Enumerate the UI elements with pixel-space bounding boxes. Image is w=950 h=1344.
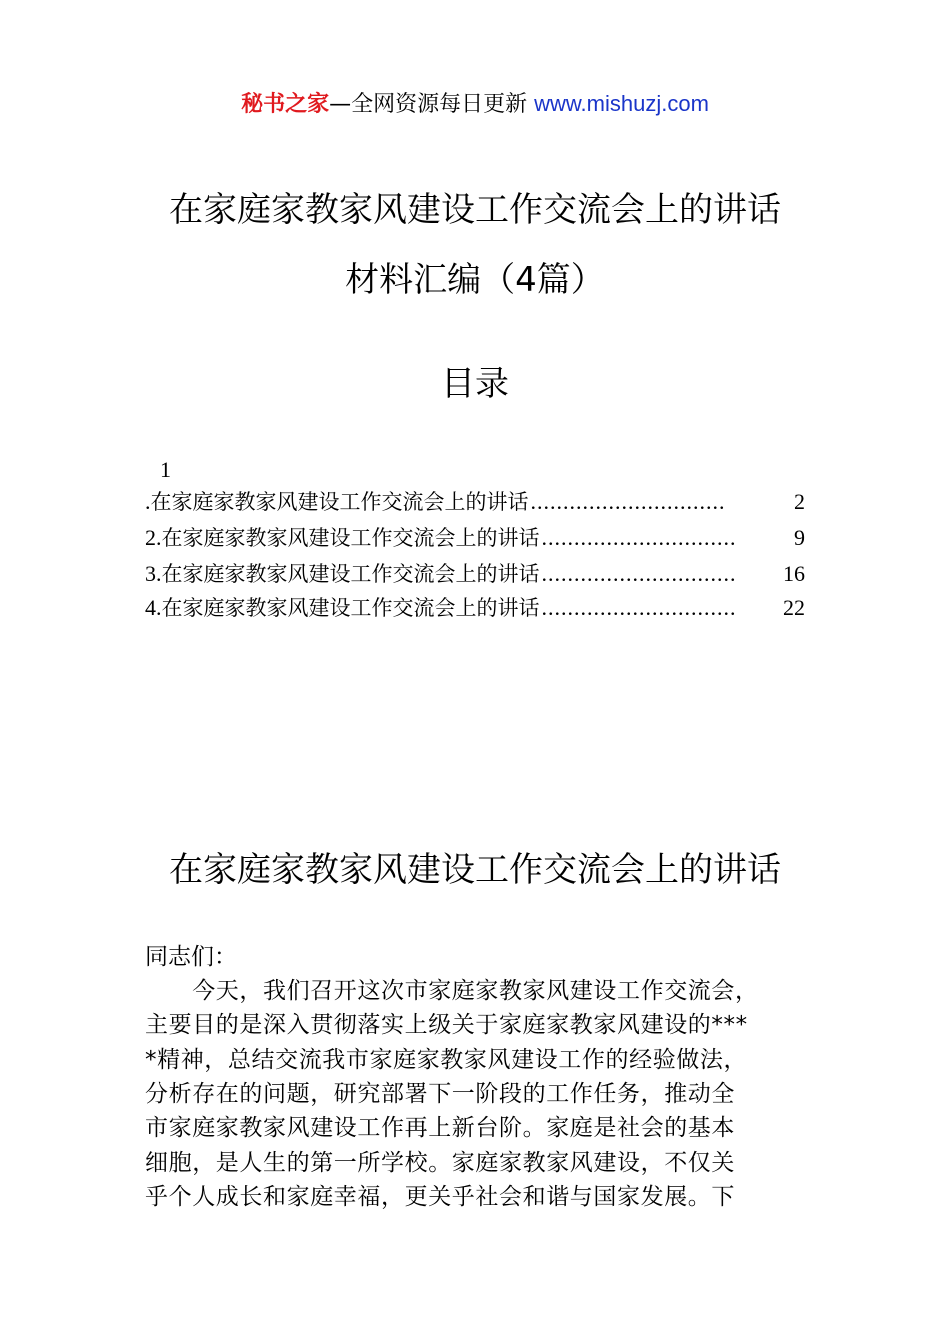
- document-title-line-1: 在家庭家教家风建设工作交流会上的讲话: [169, 190, 781, 230]
- document-title-line-2: 材料汇编（4篇）: [345, 260, 605, 300]
- toc-item-page: 22: [783, 595, 805, 620]
- toc-item-prefix: 4.: [145, 595, 162, 620]
- toc-item-label: 在家庭家教家风建设工作交流会上的讲话: [161, 596, 540, 620]
- toc-item-prefix: 3.: [145, 561, 162, 586]
- toc-first-number: 1: [160, 457, 171, 482]
- toc-item-label: 在家庭家教家风建设工作交流会上的讲话: [161, 526, 540, 550]
- body-line: *精神，总结交流我市家庭家教家风建设工作的经验做法，: [145, 1047, 748, 1073]
- toc-item-4[interactable]: [145, 593, 805, 623]
- body-line: 细胞，是人生的第一所学校。家庭家教家风建设，不仅关: [145, 1150, 735, 1176]
- body-line: 今天，我们召开这次市家庭家教家风建设工作交流会，: [145, 978, 759, 1004]
- toc-item-page: 2: [794, 489, 805, 514]
- toc-item-2[interactable]: [145, 523, 805, 553]
- toc-item-page: 16: [783, 561, 805, 586]
- toc-item-page: 9: [794, 525, 805, 550]
- toc-item-1[interactable]: [145, 487, 805, 517]
- brand-name: 秘书之家: [241, 92, 330, 117]
- salutation: 同志们：: [145, 944, 237, 970]
- toc-item-prefix: 2.: [145, 525, 162, 550]
- body-line: 分析存在的问题，研究部署下一阶段的工作任务，推动全: [145, 1081, 735, 1107]
- toc-item-3[interactable]: [145, 559, 805, 589]
- site-header: [0, 88, 950, 121]
- toc-heading: 目录: [441, 364, 509, 404]
- toc-item-label: 在家庭家教家风建设工作交流会上的讲话: [150, 490, 529, 514]
- toc-item-leader: ..............................: [541, 525, 737, 550]
- toc-item-leader: ..............................: [541, 561, 737, 586]
- body-line: 乎个人成长和家庭幸福，更关乎社会和谐与国家发展。下: [145, 1184, 735, 1210]
- toc-item-label: 在家庭家教家风建设工作交流会上的讲话: [161, 562, 540, 586]
- section-title: 在家庭家教家风建设工作交流会上的讲话: [169, 850, 781, 890]
- toc-item-leader: ..............................: [541, 595, 737, 620]
- toc-item-leader: ..............................: [530, 489, 726, 514]
- body-line: 主要目的是深入贯彻落实上级关于家庭家教家风建设的***: [145, 1012, 748, 1038]
- header-tagline: —全网资源每日更新: [329, 92, 535, 117]
- body-line: 市家庭家教家风建设工作再上新台阶。家庭是社会的基本: [145, 1115, 735, 1141]
- site-url-link[interactable]: www.mishuzj.com: [534, 91, 709, 116]
- toc-item-prefix: .: [145, 489, 151, 514]
